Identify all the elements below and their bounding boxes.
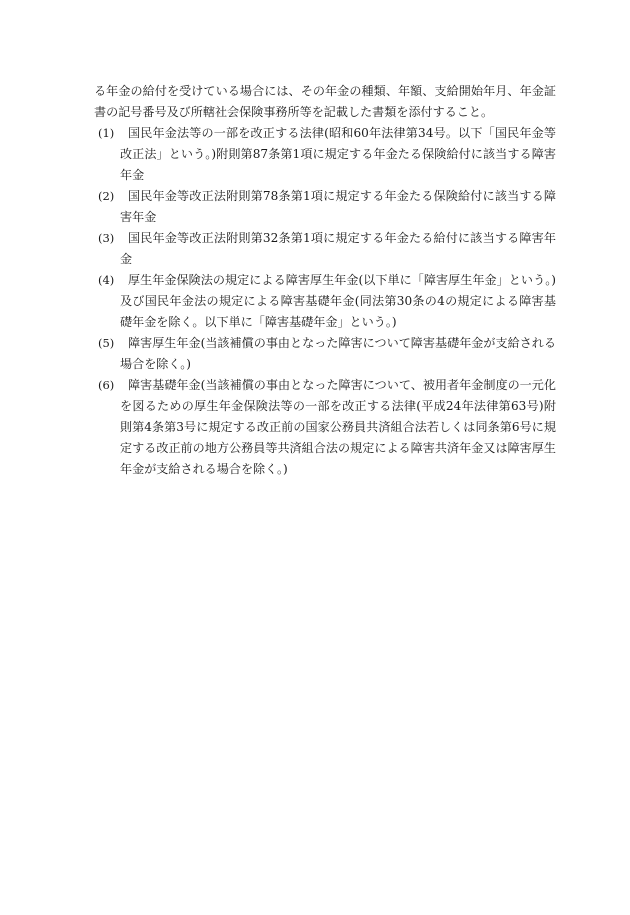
list-item <box>94 123 556 186</box>
item-number: (3) <box>98 231 115 245</box>
benefit-list <box>94 123 556 480</box>
list-item <box>94 228 556 270</box>
list-item <box>94 270 556 333</box>
item-text: 障害厚生年金(当該補償の事由となった障害について障害基礎年金が支給される場合を除く。) <box>120 336 556 371</box>
document-page <box>94 81 556 480</box>
item-number: (4) <box>98 273 115 287</box>
list-item <box>94 375 556 480</box>
item-text: 厚生年金保険法の規定による障害厚生年金(以下単に「障害厚生年金」という。)及び国民年金法の規定による障害基礎年金(同法第30条の4の規定による障害基礎年金を除く。以下単に「障害基礎年金」という。) <box>120 273 556 329</box>
list-item <box>94 333 556 375</box>
item-text: 国民年金等改正法附則第32条第1項に規定する年金たる給付に該当する障害年金 <box>120 231 556 266</box>
item-number: (1) <box>98 126 115 140</box>
item-number: (5) <box>98 336 115 350</box>
item-text: 国民年金法等の一部を改正する法律(昭和60年法律第34号。以下「国民年金等改正法」という。)附則第87条第1項に規定する年金たる保険給付に該当する障害年金 <box>120 126 556 182</box>
item-number: (2) <box>98 189 115 203</box>
intro-paragraph: る年金の給付を受けている場合には、その年金の種類、年額、支給開始年月、年金証書の記号番号及び所轄社会保険事務所等を記載した書類を添付すること。 <box>94 84 556 119</box>
list-item <box>94 186 556 228</box>
item-text: 国民年金等改正法附則第78条第1項に規定する年金たる保険給付に該当する障害年金 <box>120 189 556 224</box>
item-number: (6) <box>98 378 115 392</box>
item-text: 障害基礎年金(当該補償の事由となった障害について、被用者年金制度の一元化を図るための厚生年金保険法等の一部を改正する法律(平成24年法律第63号)附則第4条第3号に規定する改正前の国家公務員共済組合法若しくは同条第6号に規定する改正前の地方公務員等共済組合法の規定による障害共済年金又は障害厚生年金が支給される場合を除く。) <box>120 378 556 476</box>
